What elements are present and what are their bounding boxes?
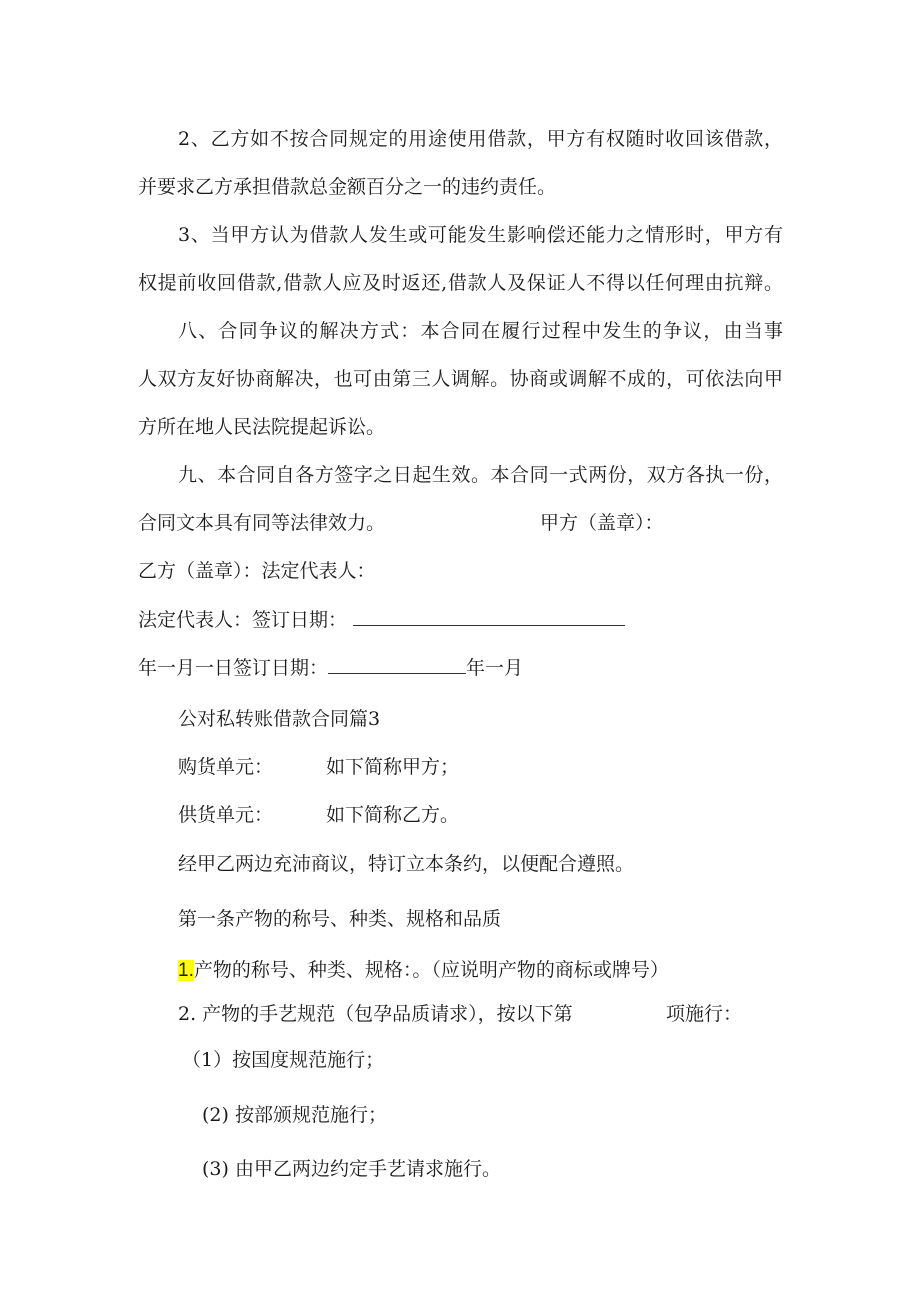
sub-item-1: （1）按国度规范施行；: [182, 1049, 385, 1071]
item-1-number-highlight: 1.: [178, 960, 194, 981]
clause-9-line-1: 九、本合同自各方签字之日起生效。本合同一式两份，双方各执一份，: [178, 464, 783, 486]
party-b-seal-label: 乙方（盖章）：法定代表人：: [138, 560, 376, 582]
date-label-b: 年一月: [466, 657, 524, 679]
clause-2-line-1: 2、乙方如不按合同规定的用途使用借款，甲方有权随时收回该借款，: [178, 128, 783, 150]
item-2-text: 2. 产物的手艺规范（包孕品质请求），按以下第: [178, 1003, 573, 1025]
clause-3-line-2: 权提前收回借款,借款人应及时返还,借款人及保证人不得以任何理由抗辩。: [138, 272, 783, 294]
section-3-title: 公对私转账借款合同篇3: [178, 708, 381, 730]
item-2-tail: 项施行：: [666, 1003, 743, 1025]
date-label-a: 年一月一日签订日期：: [138, 657, 329, 679]
intro-text: 经甲乙两边充沛商议，特订立本条约，以便配合遵照。: [178, 853, 635, 875]
clause-8-line-1: 八、合同争议的解决方式：本合同在履行过程中发生的争议，由当事: [178, 320, 783, 342]
legal-rep-sign-date-line: [138, 607, 625, 633]
article-1-heading: 第一条产物的称号、种类、规格和品质: [178, 908, 502, 930]
date-line: [138, 655, 523, 681]
sub-item-2: (2) 按部颁规范施行；: [202, 1104, 387, 1126]
buyer-label: 购货单元：: [178, 756, 274, 778]
clause-9-line-2: 合同文本具有同等法律效力。: [138, 512, 386, 534]
sub-item-3: (3) 由甲乙两边约定手艺请求施行。: [202, 1158, 501, 1180]
date-blank[interactable]: [328, 655, 466, 674]
buyer-value: 如下简称甲方；: [326, 756, 460, 778]
clause-8-line-3: 方所在地人民法院提起诉讼。: [138, 416, 386, 438]
item-1-text: 产物的称号、种类、规格：。（应说明产物的商标或牌号）: [193, 959, 669, 981]
seller-label: 供货单元：: [178, 804, 274, 826]
clause-3-line-1: 3、当甲方认为借款人发生或可能发生影响偿还能力之情形时，甲方有: [178, 224, 783, 246]
party-a-seal-label: 甲方（盖章）：: [540, 512, 664, 534]
sign-date-blank[interactable]: [353, 607, 625, 626]
clause-8-line-2: 人双方友好协商解决，也可由第三人调解。协商或调解不成的，可依法向甲: [138, 368, 783, 390]
clause-2-line-2: 并要求乙方承担借款总金额百分之一的违约责任。: [138, 176, 557, 198]
seller-value: 如下简称乙方。: [326, 804, 460, 826]
legal-rep-label: 法定代表人：签订日期：: [138, 609, 348, 631]
item-1: [178, 957, 669, 984]
